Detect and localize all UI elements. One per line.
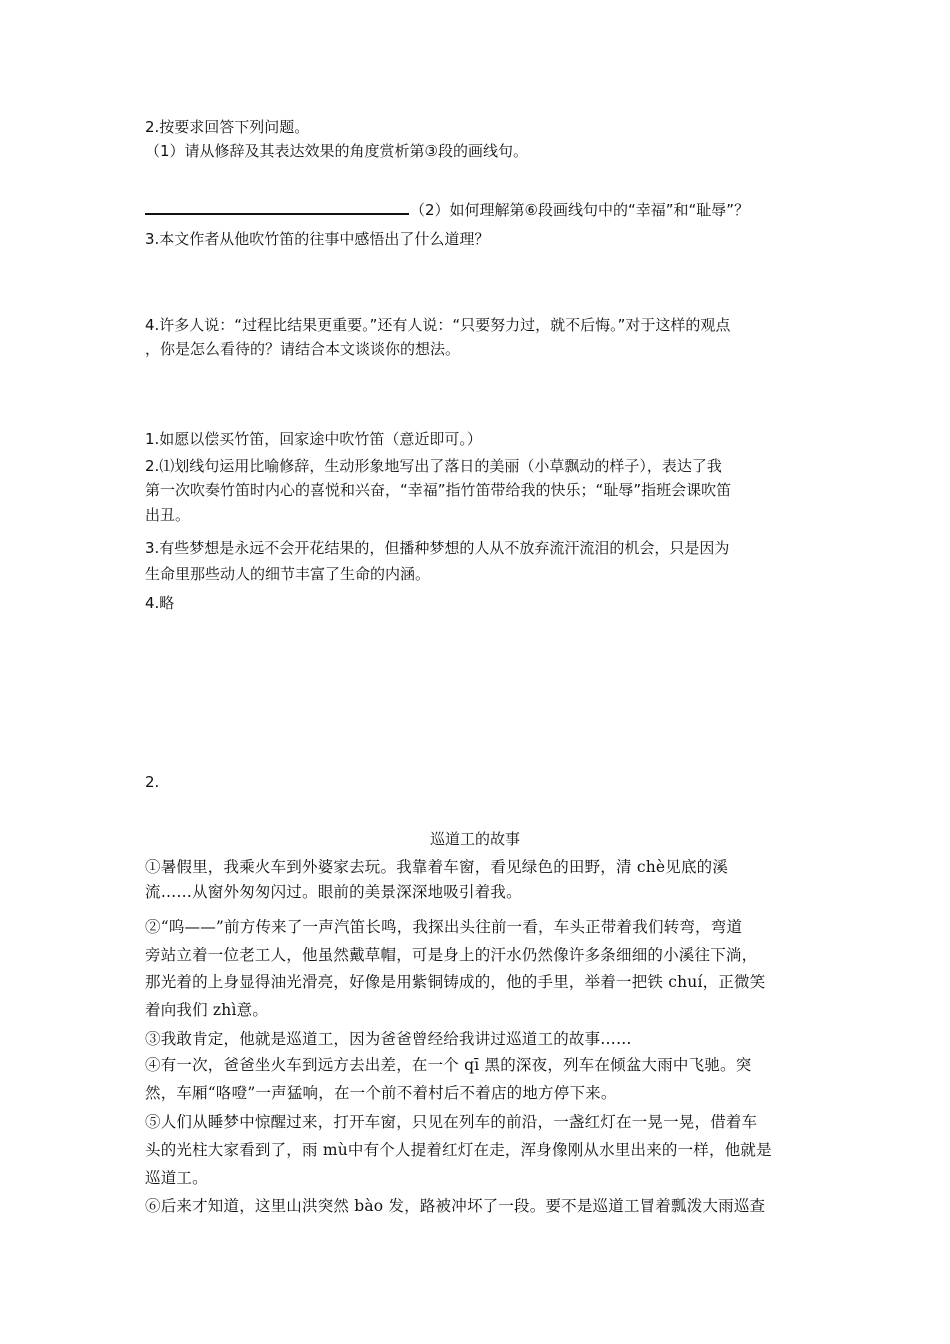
answer-2-line2: 第一次吹奏竹笛时内心的喜悦和兴奋，“幸福”指竹笛带给我的快乐；“耻辱”指班会课吹笛 — [145, 481, 732, 499]
story-line: 流……从窗外匆匆闪过。眼前的美景深深地吸引着我。 — [145, 883, 522, 901]
story-line: ⑤人们从睡梦中惊醒过来，打开车窗，只见在列车的前沿，一盏红灯在一晃一晃，借着车 — [145, 1113, 758, 1131]
question-2-heading: 2.按要求回答下列问题。 — [145, 118, 310, 136]
question-3: 3.本文作者从他吹竹笛的往事中感悟出了什么道理？ — [145, 230, 490, 248]
answer-3-line1-part2: 人从不放弃流汗流泪的机会，只是因为 — [474, 539, 730, 557]
story-title: 巡道工的故事 — [429, 830, 520, 848]
question-4-line1: 4.许多人说：“过程比结果更重要。”还有人说：“只要努力过，就不后悔。”对于这样的观点 — [145, 316, 731, 334]
story-line: 头的光柱大家看到了，雨 mù中有个人提着红灯在走，浑身像刚从水里出来的一样，他就是 — [145, 1141, 772, 1159]
story-line: ④有一次，爸爸坐火车到远方去出差，在一个 qī 黑的深夜，列车在倾盆大雨中飞驰。突 — [145, 1056, 752, 1074]
answer-3-line2: 生命里那些动人的细节丰富了生命的内涵。 — [145, 565, 431, 583]
question-2-1: （1）请从修辞及其表达效果的角度赏析第③段的画线句。 — [145, 142, 528, 160]
story-line: 那光着的上身显得油光滑亮，好像是用紫铜铸成的，他的手里，举着一把铁 chuí，正微笑 — [145, 973, 766, 991]
story-line: ③我敢肯定，他就是巡道工，因为爸爸曾经给我讲过巡道工的故事…… — [145, 1030, 632, 1048]
question-4-line2: ，你是怎么看待的？请结合本文谈谈你的想法。 — [145, 340, 461, 358]
story-line: ②“呜——”前方传来了一声汽笛长鸣，我探出头往前一看，车头正带着我们转弯，弯道 — [145, 918, 743, 936]
story-line: ①暑假里，我乘火车到外婆家去玩。我靠着车窗，看见绿色的田野，清 chè见底的溪 — [145, 858, 729, 876]
answer-3-line1-part1: 3.有些梦想是永远不会开花结果的，但播种梦想的 — [145, 539, 475, 557]
answer-3-line1 — [145, 537, 729, 558]
section-number: 2. — [145, 773, 160, 791]
answer-2-line3: 出丑。 — [145, 506, 191, 524]
answer-blank-line — [145, 213, 409, 215]
story-line: 着向我们 zhì意。 — [145, 1001, 269, 1019]
story-line: 旁站立着一位老工人，他虽然戴草帽，可是身上的汗水仍然像许多条细细的小溪往下淌， — [145, 946, 758, 964]
question-2-2: （2）如何理解第⑥段画线句中的“幸福”和“耻辱”？ — [410, 201, 750, 219]
answer-1: 1.如愿以偿买竹笛，回家途中吹竹笛（意近即可。） — [145, 430, 482, 448]
answer-4: 4.略 — [145, 594, 175, 612]
story-line: 巡道工。 — [145, 1169, 208, 1187]
story-line: 然，车厢“咯噔”一声猛响，在一个前不着村后不着店的地方停下来。 — [145, 1084, 617, 1102]
story-line: ⑥后来才知道，这里山洪突然 bào 发，路被冲坏了一段。要不是巡道工冒着瓢泼大雨巡查 — [145, 1197, 766, 1215]
answer-2-line1: 2.⑴划线句运用比喻修辞，生动形象地写出了落日的美丽（小草飘动的样子），表达了我 — [145, 457, 722, 475]
